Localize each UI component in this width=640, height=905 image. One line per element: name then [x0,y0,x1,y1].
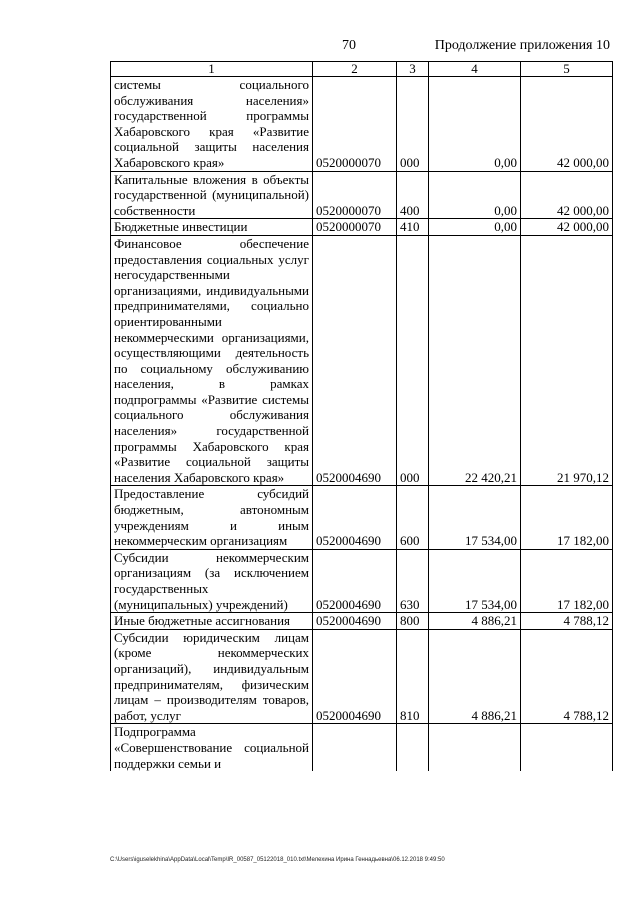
row-target-article-code: 0520000070 [313,219,397,236]
row-expense-type-code [397,724,429,771]
row-expense-type-code: 000 [397,77,429,172]
row-expense-type-code: 410 [397,219,429,236]
row-amount-2: 17 182,00 [521,486,613,549]
row-name: Бюджетные инвестиции [111,219,313,236]
page-number: 70 [342,38,356,53]
appendix-continuation-note: Продолжение приложения 10 [434,38,610,53]
row-name: Капитальные вложения в объекты государственной (муниципальной) собственности [111,171,313,219]
row-target-article-code: 0520004690 [313,629,397,724]
row-name: Подпрограмма «Совершенствование социальной поддержки семьи и [111,724,313,771]
row-name: Предоставление субсидий бюджетным, автономным учреждениям и иным некоммерческим организациям [111,486,313,549]
row-name: Субсидии некоммерческим организациям (за исключением государственных (муниципальных) учреждений) [111,549,313,612]
row-amount-2: 4 788,12 [521,629,613,724]
row-expense-type-code: 630 [397,549,429,612]
row-name: Финансовое обеспечение предоставления социальных услуг негосударственными организациями, индивидуальными предпринимателями, социально ориентированными некоммерческими организациями, осуществляющими деятельность по социальному обслуживанию населения, в рамках подпрограммы «Развитие системы социального обслуживания населения» государственной программы Хабаровского края «Развитие социальной защиты населения Хабаровского края» [111,235,313,486]
table-row [111,235,613,486]
table-row [111,171,613,219]
row-name: системы социального обслуживания населения» государственной программы Хабаровского края «Развитие социальной защиты населения Хабаровского края» [111,77,313,172]
row-amount-1: 0,00 [429,77,521,172]
column-header-expense-type: 3 [397,62,429,77]
row-target-article-code [313,724,397,771]
budget-table [110,61,613,771]
row-amount-1: 17 534,00 [429,486,521,549]
table-row [111,613,613,630]
table-row [111,629,613,724]
row-expense-type-code: 810 [397,629,429,724]
row-amount-1: 0,00 [429,219,521,236]
row-amount-1: 0,00 [429,171,521,219]
row-target-article-code: 0520000070 [313,171,397,219]
column-header-name: 1 [111,62,313,77]
table-row [111,77,613,172]
table-row [111,219,613,236]
row-name: Иные бюджетные ассигнования [111,613,313,630]
table-row [111,486,613,549]
footer-file-path: C:\Users\iguselekhina\AppData\Local\Temp\IR_00587_05122018_010.txt\Мелехина Ирина Геннадьевна\06.12.2018 9:49:50 [110,857,445,863]
row-amount-1: 4 886,21 [429,629,521,724]
row-expense-type-code: 600 [397,486,429,549]
row-expense-type-code: 800 [397,613,429,630]
row-target-article-code: 0520004690 [313,486,397,549]
row-amount-2: 42 000,00 [521,171,613,219]
row-amount-2: 42 000,00 [521,77,613,172]
column-header-amount-1: 4 [429,62,521,77]
row-amount-1: 17 534,00 [429,549,521,612]
column-header-target-article: 2 [313,62,397,77]
column-header-amount-2: 5 [521,62,613,77]
row-expense-type-code: 000 [397,235,429,486]
row-amount-2: 4 788,12 [521,613,613,630]
row-name: Субсидии юридическим лицам (кроме некоммерческих организаций), индивидуальным предпринимателям, физическим лицам – производителям товаров, работ, услуг [111,629,313,724]
row-amount-2: 42 000,00 [521,219,613,236]
table-row-continued [111,724,613,771]
row-amount-2: 17 182,00 [521,549,613,612]
page-header [0,38,640,58]
row-expense-type-code: 400 [397,171,429,219]
row-amount-2 [521,724,613,771]
row-amount-1: 22 420,21 [429,235,521,486]
table-row [111,549,613,612]
row-target-article-code: 0520000070 [313,77,397,172]
row-amount-1: 4 886,21 [429,613,521,630]
row-target-article-code: 0520004690 [313,549,397,612]
table-header-row [111,62,613,77]
row-amount-1 [429,724,521,771]
row-target-article-code: 0520004690 [313,613,397,630]
row-amount-2: 21 970,12 [521,235,613,486]
row-target-article-code: 0520004690 [313,235,397,486]
